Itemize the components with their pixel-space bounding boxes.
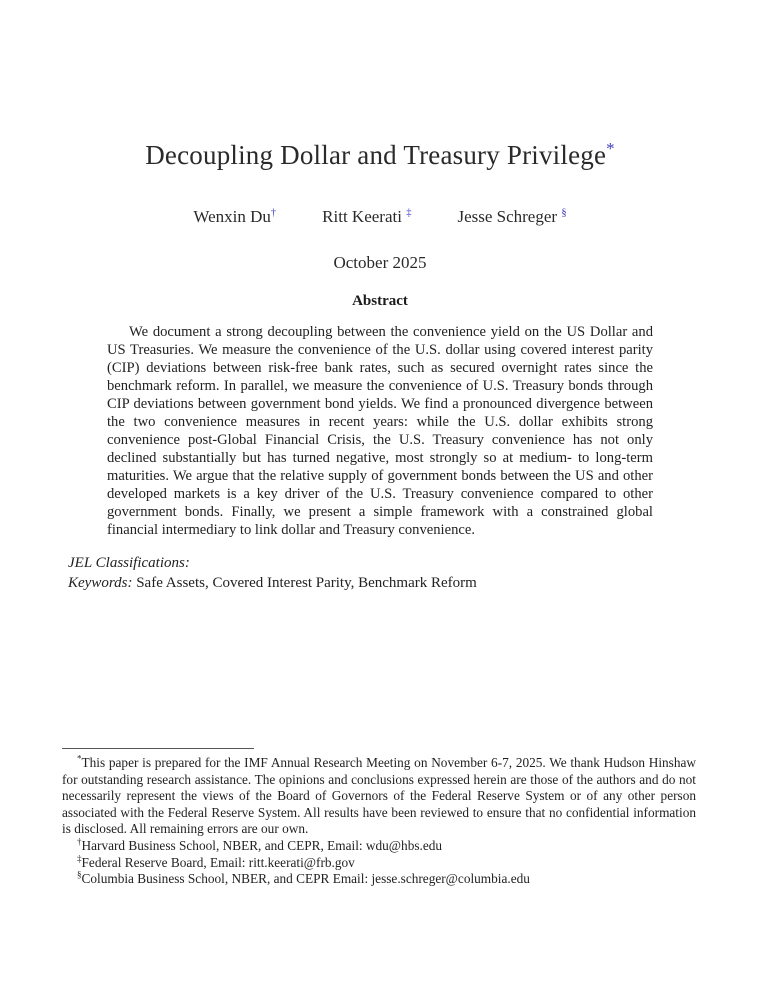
footnote-affiliation-keerati	[62, 855, 696, 872]
footnote-thanks	[62, 755, 696, 838]
classification-block	[68, 553, 760, 593]
paper-title	[0, 0, 760, 171]
footnote-affiliation-du	[62, 838, 696, 855]
author-list	[0, 207, 760, 227]
footnote-block	[62, 748, 696, 888]
abstract-text: We document a strong decoupling between the convenience yield on the US Dollar and US Treasuries. We measure the convenience of the U.S. dollar using covered interest parity (CIP) deviations between risk-free bank rates, such as secured overnight rates since the benchmark reform. In parallel, we measure the convenience of U.S. Treasury bonds through CIP deviations between government bond yields. We find a pronounced divergence between the two convenience measures in recent years: while the U.S. dollar exhibits strong convenience post-Global Financial Crisis, the U.S. Treasury convenience has not only declined substantially but has turned negative, most strongly so at medium- to long-term maturities. We argue that the relative supply of government bonds between the US and other developed markets is a key driver of the U.S. Treasury convenience compared to other government bonds. Finally, we present a simple framework with a constrained global financial intermediary to link dollar and Treasury convenience.	[107, 324, 653, 538]
double-dagger-marker: ‡	[406, 207, 412, 219]
footnote-affiliation-text: Federal Reserve Board, Email: ritt.keerati@frb.gov	[81, 854, 355, 870]
author-wenxin-du	[193, 207, 276, 227]
keywords-label: Keywords:	[68, 575, 133, 591]
title-footnote-marker: *	[606, 139, 615, 158]
section-marker: §	[561, 207, 567, 219]
dagger-marker: †	[77, 836, 82, 847]
author-name: Ritt Keerati	[322, 207, 407, 226]
author-name: Wenxin Du	[193, 207, 271, 226]
jel-classifications-line	[68, 553, 760, 573]
author-ritt-keerati	[322, 207, 411, 227]
paper-date: October 2025	[333, 253, 427, 272]
footnote-affiliation-text: Harvard Business School, NBER, and CEPR, Email: wdu@hbs.edu	[81, 837, 443, 853]
keywords-value: Safe Assets, Covered Interest Parity, Benchmark Reform	[132, 575, 477, 591]
footnote-rule	[62, 748, 254, 749]
footnote-thanks-text: This paper is prepared for the IMF Annual Research Meeting on November 6-7, 2025. We thank Hudson Hinshaw for outstanding research assistance. The opinions and conclusions expressed herein are those of the authors and do not necessarily represent the views of the Board of Governors of the Federal Reserve System or of any other person associated with the Federal Reserve System. All results have been reviewed to ensure that no confidential information is disclosed. All remaining errors are our own.	[62, 755, 696, 837]
footnote-affiliation-schreger	[62, 871, 696, 888]
author-name: Jesse Schreger	[457, 207, 562, 226]
section-marker: §	[77, 869, 82, 880]
paper-title-text: Decoupling Dollar and Treasury Privilege	[145, 140, 607, 170]
footnote-affiliation-text: Columbia Business School, NBER, and CEPR Email: jesse.schreger@columbia.edu	[81, 871, 530, 887]
dagger-marker: †	[270, 207, 277, 219]
abstract-heading: Abstract	[352, 293, 408, 309]
double-dagger-marker: ‡	[77, 853, 82, 864]
keywords-line	[68, 573, 760, 593]
jel-label: JEL Classifications:	[68, 555, 190, 571]
asterisk-marker: *	[77, 753, 82, 764]
author-jesse-schreger	[457, 207, 566, 227]
